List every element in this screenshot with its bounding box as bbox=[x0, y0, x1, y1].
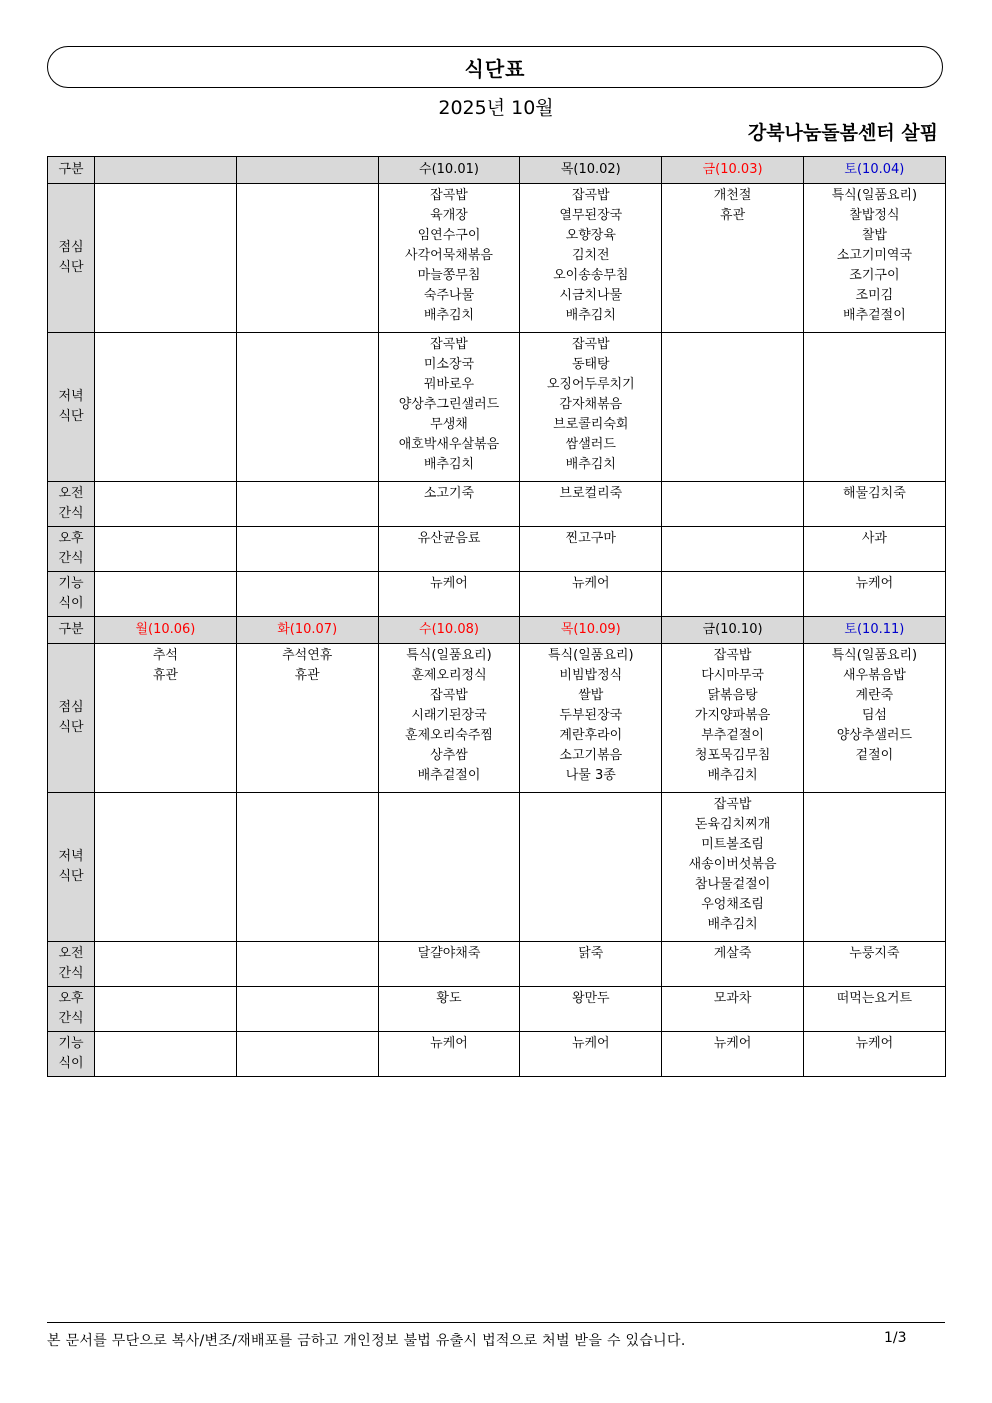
menu-item: 양상추샐러드 bbox=[836, 728, 913, 743]
menu-item: 뉴케어 bbox=[571, 576, 610, 591]
menu-cell bbox=[236, 184, 378, 333]
menu-item: 잡곡밥 bbox=[713, 648, 752, 663]
menu-item: 배추겉절이 bbox=[842, 308, 906, 323]
menu-cell bbox=[95, 527, 237, 572]
menu-item: 배추김치 bbox=[565, 457, 616, 472]
am-snack-row bbox=[48, 482, 946, 527]
menu-item: 우엉채조림 bbox=[701, 897, 764, 912]
menu-cell bbox=[520, 572, 662, 617]
menu-cell bbox=[662, 527, 804, 572]
menu-cell bbox=[236, 333, 378, 482]
menu-item: 오이송송무침 bbox=[553, 268, 629, 283]
row-label-line: 간식 bbox=[58, 506, 84, 521]
menu-cell bbox=[236, 644, 378, 793]
menu-cell bbox=[378, 333, 520, 482]
menu-table bbox=[47, 156, 946, 1077]
menu-item: 특식(일품요리) bbox=[548, 648, 634, 663]
menu-cell bbox=[95, 793, 237, 942]
menu-item: 계란죽 bbox=[855, 688, 894, 703]
menu-item: 개천절 bbox=[713, 188, 752, 203]
am-snack-row-label bbox=[48, 942, 95, 987]
menu-cell bbox=[520, 482, 662, 527]
menu-item: 유산균음료 bbox=[417, 531, 481, 546]
functional-diet-row-label bbox=[48, 1032, 95, 1077]
menu-item: 비빔밥정식 bbox=[559, 668, 623, 683]
menu-cell bbox=[95, 333, 237, 482]
menu-item: 찰밥정식 bbox=[849, 208, 900, 223]
menu-cell bbox=[95, 644, 237, 793]
menu-item: 소고기볶음 bbox=[559, 748, 623, 763]
menu-item: 시래기된장국 bbox=[411, 708, 487, 723]
menu-item: 꿔바로우 bbox=[423, 377, 475, 392]
menu-cell bbox=[95, 572, 237, 617]
menu-item: 잡곡밥 bbox=[571, 188, 610, 203]
menu-item: 황도 bbox=[436, 991, 462, 1006]
menu-item: 미소장국 bbox=[423, 357, 475, 372]
row-label-line: 저녁 bbox=[58, 849, 84, 864]
menu-item: 무생채 bbox=[430, 417, 468, 432]
menu-item: 육개장 bbox=[430, 208, 468, 223]
menu-item: 양상추그린샐러드 bbox=[398, 397, 500, 412]
menu-item: 소고기미역국 bbox=[836, 248, 913, 263]
row-label-line: 오전 bbox=[58, 946, 84, 961]
menu-item: 잡곡밥 bbox=[430, 188, 468, 203]
menu-item: 참나물겉절이 bbox=[694, 877, 771, 892]
row-label-line: 오후 bbox=[58, 531, 84, 546]
menu-item: 훈제오리숙주찜 bbox=[405, 728, 493, 743]
organization-name: 강북나눔돌봄센터 살핌 bbox=[747, 122, 938, 144]
page-number: 1/3 bbox=[884, 1330, 907, 1346]
menu-cell bbox=[803, 184, 945, 333]
menu-cell bbox=[662, 482, 804, 527]
menu-cell bbox=[378, 482, 520, 527]
menu-item: 부추겉절이 bbox=[701, 728, 764, 743]
menu-item: 휴관 bbox=[152, 668, 178, 683]
menu-item: 뉴케어 bbox=[430, 576, 468, 591]
menu-item: 시금치나물 bbox=[559, 288, 623, 303]
menu-cell bbox=[378, 942, 520, 987]
menu-item: 뉴케어 bbox=[571, 1036, 610, 1051]
menu-cell bbox=[520, 942, 662, 987]
title-box bbox=[47, 46, 943, 88]
menu-cell bbox=[378, 527, 520, 572]
menu-item: 잡곡밥 bbox=[713, 797, 752, 812]
menu-cell bbox=[236, 1032, 378, 1077]
row-label-line: 점심 bbox=[58, 240, 84, 255]
row-label-line: 기능 bbox=[58, 576, 84, 591]
header-row bbox=[48, 617, 946, 644]
menu-cell bbox=[95, 184, 237, 333]
day-header: 금(10.03) bbox=[662, 157, 804, 184]
menu-item: 동태탕 bbox=[571, 357, 610, 372]
menu-item: 배추겉절이 bbox=[417, 768, 481, 783]
menu-item: 가지양파볶음 bbox=[694, 708, 771, 723]
menu-cell bbox=[95, 1032, 237, 1077]
menu-item: 휴관 bbox=[720, 208, 746, 223]
menu-cell bbox=[662, 644, 804, 793]
menu-item: 특식(일품요리) bbox=[406, 648, 492, 663]
row-label-line: 저녁 bbox=[58, 389, 84, 404]
page-title: 식단표 bbox=[464, 56, 526, 81]
menu-item: 사각어묵채볶음 bbox=[405, 248, 493, 263]
menu-item: 조기구이 bbox=[849, 268, 900, 283]
header-label: 구분 bbox=[48, 617, 95, 644]
am-snack-row bbox=[48, 942, 946, 987]
menu-item: 감자채볶음 bbox=[559, 397, 623, 412]
menu-cell bbox=[378, 572, 520, 617]
menu-item: 열무된장국 bbox=[559, 208, 623, 223]
menu-cell bbox=[803, 527, 945, 572]
page-subtitle: 2025년 10월 bbox=[438, 97, 554, 119]
menu-item: 새송이버섯볶음 bbox=[688, 857, 777, 872]
day-header: 목(10.09) bbox=[520, 617, 662, 644]
pm-snack-row bbox=[48, 987, 946, 1032]
menu-item: 김치전 bbox=[571, 248, 610, 263]
menu-cell bbox=[378, 1032, 520, 1077]
day-header: 토(10.04) bbox=[803, 157, 945, 184]
header-label: 구분 bbox=[48, 157, 95, 184]
menu-item: 배추김치 bbox=[707, 917, 758, 932]
menu-cell bbox=[378, 644, 520, 793]
menu-item: 청포묵김무침 bbox=[694, 748, 771, 763]
menu-item: 두부된장국 bbox=[559, 708, 623, 723]
menu-cell bbox=[803, 987, 945, 1032]
menu-item: 떠먹는요거트 bbox=[836, 991, 913, 1006]
menu-cell bbox=[95, 942, 237, 987]
row-label-line: 식단 bbox=[58, 409, 84, 424]
menu-item: 왕만두 bbox=[571, 991, 610, 1006]
row-label-line: 간식 bbox=[58, 966, 84, 981]
menu-item: 오징어두루치기 bbox=[546, 377, 635, 392]
menu-item: 임연수구이 bbox=[417, 228, 481, 243]
menu-cell bbox=[95, 987, 237, 1032]
menu-item: 돈육김치찌개 bbox=[694, 817, 771, 832]
row-label-line: 식단 bbox=[58, 260, 84, 275]
menu-cell bbox=[803, 572, 945, 617]
menu-item: 소고기죽 bbox=[423, 486, 475, 501]
functional-diet-row bbox=[48, 1032, 946, 1077]
menu-item: 새우볶음밥 bbox=[842, 668, 906, 683]
menu-item: 배추김치 bbox=[707, 768, 758, 783]
menu-item: 뉴케어 bbox=[430, 1036, 468, 1051]
row-label-line: 식이 bbox=[58, 596, 84, 611]
day-header: 금(10.10) bbox=[662, 617, 804, 644]
menu-cell bbox=[662, 942, 804, 987]
footer-divider bbox=[47, 1322, 945, 1323]
menu-cell bbox=[236, 793, 378, 942]
menu-cell bbox=[803, 482, 945, 527]
lunch-row bbox=[48, 184, 946, 333]
menu-cell bbox=[662, 333, 804, 482]
menu-cell bbox=[803, 1032, 945, 1077]
menu-cell bbox=[520, 527, 662, 572]
row-label-line: 식단 bbox=[58, 720, 84, 735]
lunch-row bbox=[48, 644, 946, 793]
menu-item: 쌈샐러드 bbox=[565, 437, 616, 452]
row-label-line: 점심 bbox=[58, 700, 84, 715]
menu-item: 오향장육 bbox=[565, 228, 616, 243]
menu-cell bbox=[520, 1032, 662, 1077]
menu-item: 휴관 bbox=[294, 668, 320, 683]
menu-item: 배추김치 bbox=[423, 457, 475, 472]
menu-cell bbox=[378, 793, 520, 942]
menu-item: 잡곡밥 bbox=[430, 337, 468, 352]
menu-cell bbox=[95, 482, 237, 527]
menu-item: 상추쌈 bbox=[430, 748, 468, 763]
menu-item: 조미김 bbox=[855, 288, 894, 303]
menu-item: 잡곡밥 bbox=[571, 337, 610, 352]
menu-item: 다시마무국 bbox=[701, 668, 764, 683]
day-header: 수(10.08) bbox=[378, 617, 520, 644]
menu-cell bbox=[803, 793, 945, 942]
menu-cell bbox=[662, 572, 804, 617]
menu-cell bbox=[662, 987, 804, 1032]
menu-item: 브로컬리죽 bbox=[559, 486, 623, 501]
menu-item: 겉절이 bbox=[855, 748, 894, 763]
menu-item: 해물김치죽 bbox=[842, 486, 906, 501]
menu-cell bbox=[236, 942, 378, 987]
menu-cell bbox=[520, 987, 662, 1032]
menu-cell bbox=[378, 184, 520, 333]
menu-cell bbox=[803, 942, 945, 987]
menu-cell bbox=[236, 482, 378, 527]
lunch-row-label bbox=[48, 644, 95, 793]
dinner-row-label bbox=[48, 793, 95, 942]
menu-item: 닭죽 bbox=[578, 946, 604, 961]
menu-cell bbox=[236, 572, 378, 617]
menu-cell bbox=[803, 644, 945, 793]
menu-item: 뉴케어 bbox=[855, 576, 894, 591]
menu-item: 숙주나물 bbox=[423, 288, 475, 303]
menu-cell bbox=[662, 184, 804, 333]
menu-item: 달걀야채죽 bbox=[417, 946, 481, 961]
menu-item: 추석 bbox=[152, 648, 178, 663]
menu-item: 나물 3종 bbox=[565, 768, 616, 783]
menu-item: 찐고구마 bbox=[565, 531, 616, 546]
dinner-row-label bbox=[48, 333, 95, 482]
menu-item: 추석연휴 bbox=[282, 648, 333, 663]
menu-item: 잡곡밥 bbox=[430, 688, 468, 703]
pm-snack-row-label bbox=[48, 527, 95, 572]
menu-cell bbox=[520, 184, 662, 333]
menu-cell bbox=[803, 333, 945, 482]
menu-cell bbox=[520, 333, 662, 482]
menu-cell bbox=[236, 527, 378, 572]
menu-item: 배추김치 bbox=[565, 308, 616, 323]
menu-item: 뉴케어 bbox=[855, 1036, 894, 1051]
day-header: 토(10.11) bbox=[803, 617, 945, 644]
day-header bbox=[236, 157, 378, 184]
menu-item: 배추김치 bbox=[423, 308, 475, 323]
menu-item: 게살죽 bbox=[713, 946, 752, 961]
menu-item: 쌀밥 bbox=[578, 688, 604, 703]
lunch-row-label bbox=[48, 184, 95, 333]
menu-item: 미트볼조림 bbox=[701, 837, 764, 852]
menu-item: 계란후라이 bbox=[559, 728, 623, 743]
menu-item: 닭볶음탕 bbox=[707, 688, 758, 703]
menu-item: 찰밥 bbox=[861, 228, 887, 243]
row-label-line: 식단 bbox=[58, 869, 84, 884]
menu-item: 뉴케어 bbox=[713, 1036, 752, 1051]
row-label-line: 오후 bbox=[58, 991, 84, 1006]
header-row bbox=[48, 157, 946, 184]
menu-cell bbox=[520, 793, 662, 942]
footer-notice: 본 문서를 무단으로 복사/변조/재배포를 금하고 개인정보 불법 유출시 법적으로 처벌 받을 수 있습니다. bbox=[47, 1333, 686, 1349]
menu-item: 모과차 bbox=[713, 991, 752, 1006]
row-label-line: 식이 bbox=[58, 1056, 84, 1071]
menu-item: 마늘쫑무침 bbox=[417, 268, 481, 283]
menu-item: 누룽지죽 bbox=[849, 946, 900, 961]
pm-snack-row-label bbox=[48, 987, 95, 1032]
row-label-line: 오전 bbox=[58, 486, 84, 501]
menu-item: 딤섬 bbox=[861, 708, 887, 723]
functional-diet-row-label bbox=[48, 572, 95, 617]
row-label-line: 간식 bbox=[58, 551, 84, 566]
menu-cell bbox=[662, 793, 804, 942]
menu-item: 특식(일품요리) bbox=[831, 188, 918, 203]
menu-item: 특식(일품요리) bbox=[831, 648, 918, 663]
dinner-row bbox=[48, 793, 946, 942]
menu-cell bbox=[236, 987, 378, 1032]
am-snack-row-label bbox=[48, 482, 95, 527]
menu-item: 애호박새우살볶음 bbox=[398, 437, 500, 452]
row-label-line: 간식 bbox=[58, 1011, 84, 1026]
day-header: 목(10.02) bbox=[520, 157, 662, 184]
day-header: 화(10.07) bbox=[236, 617, 378, 644]
day-header bbox=[95, 157, 237, 184]
functional-diet-row bbox=[48, 572, 946, 617]
menu-cell bbox=[520, 644, 662, 793]
menu-cell bbox=[662, 1032, 804, 1077]
menu-cell bbox=[378, 987, 520, 1032]
menu-item: 사과 bbox=[861, 531, 887, 546]
dinner-row bbox=[48, 333, 946, 482]
row-label-line: 기능 bbox=[58, 1036, 84, 1051]
day-header: 월(10.06) bbox=[95, 617, 237, 644]
menu-item: 훈제오리정식 bbox=[411, 668, 487, 683]
pm-snack-row bbox=[48, 527, 946, 572]
day-header: 수(10.01) bbox=[378, 157, 520, 184]
menu-item: 브로콜리숙회 bbox=[553, 417, 629, 432]
